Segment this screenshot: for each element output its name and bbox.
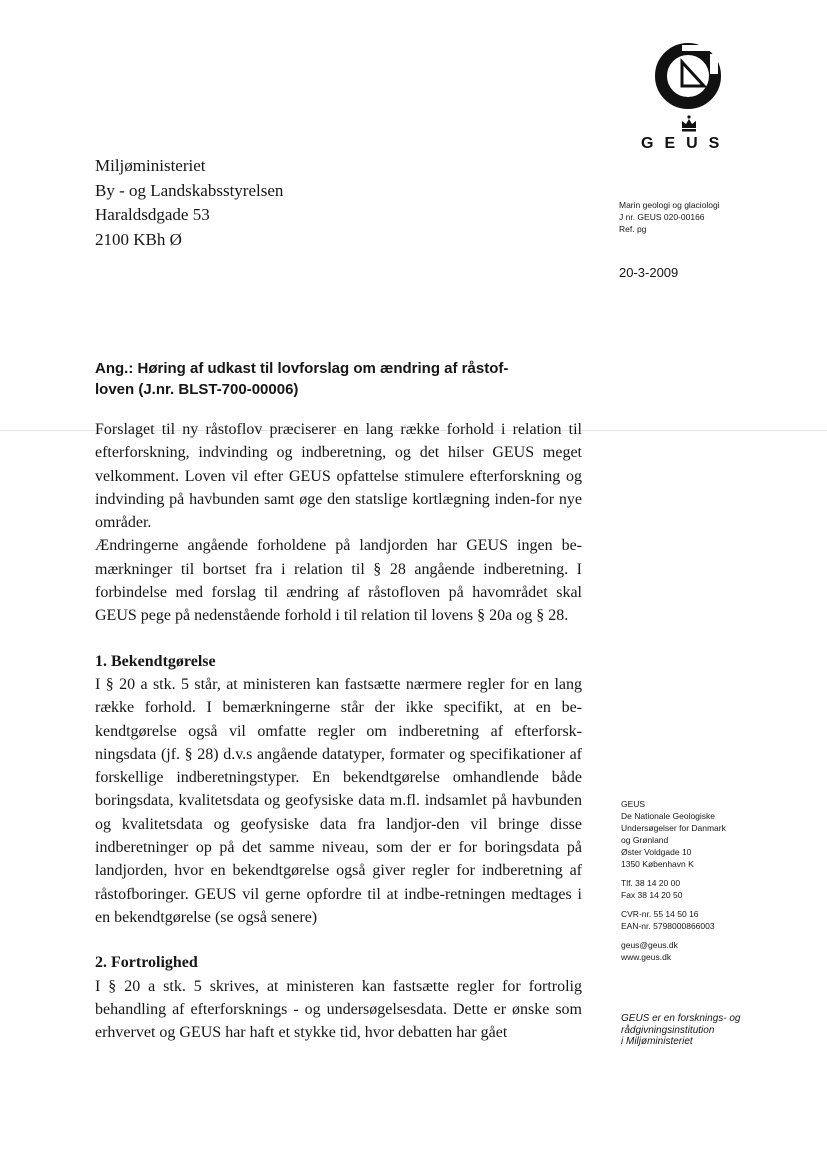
tagline-line: GEUS er en forsknings- og [621,1013,741,1024]
tagline-line: i Miljøministeriet [621,1036,693,1047]
phone-block [621,877,726,901]
tagline-line: rådgivningsinstitution [621,1024,715,1036]
section-paragraph: I § 20 a stk. 5 står, at ministeren kan fastsætte nærmere regler for en lang række forhold. I bemærkningerne står der ikke specifikt, at en be-kendtgørelse også vil omfatte regler om indberetning af efterforsk-ningsdata (jf. § 28) d.v.s angående datatyper, formater og specifikationer af forskellige indberetningstyper. En bekendtgørelse omhandlende både boringsdata, kvalitetsdata og geofysiske data m.fl. indsamlet på havbunden og kvalitetsdata og geofysiske data fra landjor-den vil bringe disse indberetninger op på det samme niveau, som der er for boringsdata på landjorden, hvor en bekendtgørelse også giver regler for indberetning af råstofboringer. GEUS vil gerne opfordre til at indbe-retningen medtages i en bekendtgørelse (se også senere) [95,675,582,926]
org-line: og Grønland [621,835,669,845]
crown-icon [679,114,699,134]
letter-body [95,418,582,1044]
institution-tagline [621,1013,781,1048]
org-block [621,798,726,870]
org-line: 1350 København K [621,859,694,869]
reference-meta [619,199,720,235]
brand-name: GEUS [641,135,731,152]
website-line: www.geus.dk [621,952,672,962]
intro-paragraph: Forslaget til ny råstoflov præciserer en lang række forhold i relation til efterforskning, indvinding og indberetning, og det hilser GEUS meget velkomment. Loven vil efter GEUS opfattelse stimulere efterforskning og indvinding på havbunden samt øge den statslige kortlægning inden-for nye områder. [95,421,582,532]
department: Marin geologi og glaciologi [619,200,720,210]
recipient-line: Haraldsdgade 53 [95,205,210,224]
geus-logo-icon [652,40,724,112]
org-line: Øster Voldgade 10 [621,847,692,857]
ean-line: EAN-nr. 5798000866003 [621,921,715,931]
subject-line: Ang.: Høring af udkast til lovforslag om ændring af råstof- [95,360,509,377]
section-paragraph: I § 20 a stk. 5 skrives, at ministeren kan fastsætte regler for fortrolig behandling af efterforsknings - og undersøgelsesdata. Dette er ønske som erhvervet og GEUS har haft et stykke tid, hvor debatten har gået [95,977,582,1042]
subject-line: loven (J.nr. BLST-700-00006) [95,381,299,398]
recipient-line: 2100 KBh Ø [95,229,182,249]
section-heading: 1. Bekendtgørelse [95,652,216,670]
recipient-line: By - og Landskabsstyrelsen [95,180,284,200]
org-line: De Nationale Geologiske [621,811,716,821]
fax-line: Fax 38 14 20 50 [621,890,683,900]
intro-paragraph: Ændringerne angående forholdene på landjorden har GEUS ingen be-mærkninger til bortset fra i relation til § 28 angående indberetning. I forbindelse med forslag til ændring af råstofloven på havområdet skal GEUS pege på nedenstående forhold i til relation til lovens § 20a og § 28. [95,537,582,625]
subject-heading [95,358,565,400]
email-line: geus@geus.dk [621,940,678,950]
phone-line: Tlf. 38 14 20 00 [621,878,681,888]
sender-address [621,798,726,970]
web-block [621,939,726,963]
journal-number: J nr. GEUS 020-00166 [619,212,705,222]
recipient-line: Miljøministeriet [95,156,206,175]
letter-date: 20-3-2009 [619,265,679,280]
recipient-address [95,154,283,252]
ids-block [621,908,726,932]
org-line: GEUS [621,799,646,809]
section-heading: 2. Fortrolighed [95,954,198,972]
reference: Ref. pg [619,224,647,234]
cvr-line: CVR-nr. 55 14 50 16 [621,909,699,919]
org-line: Undersøgelser for Danmark [621,823,726,833]
